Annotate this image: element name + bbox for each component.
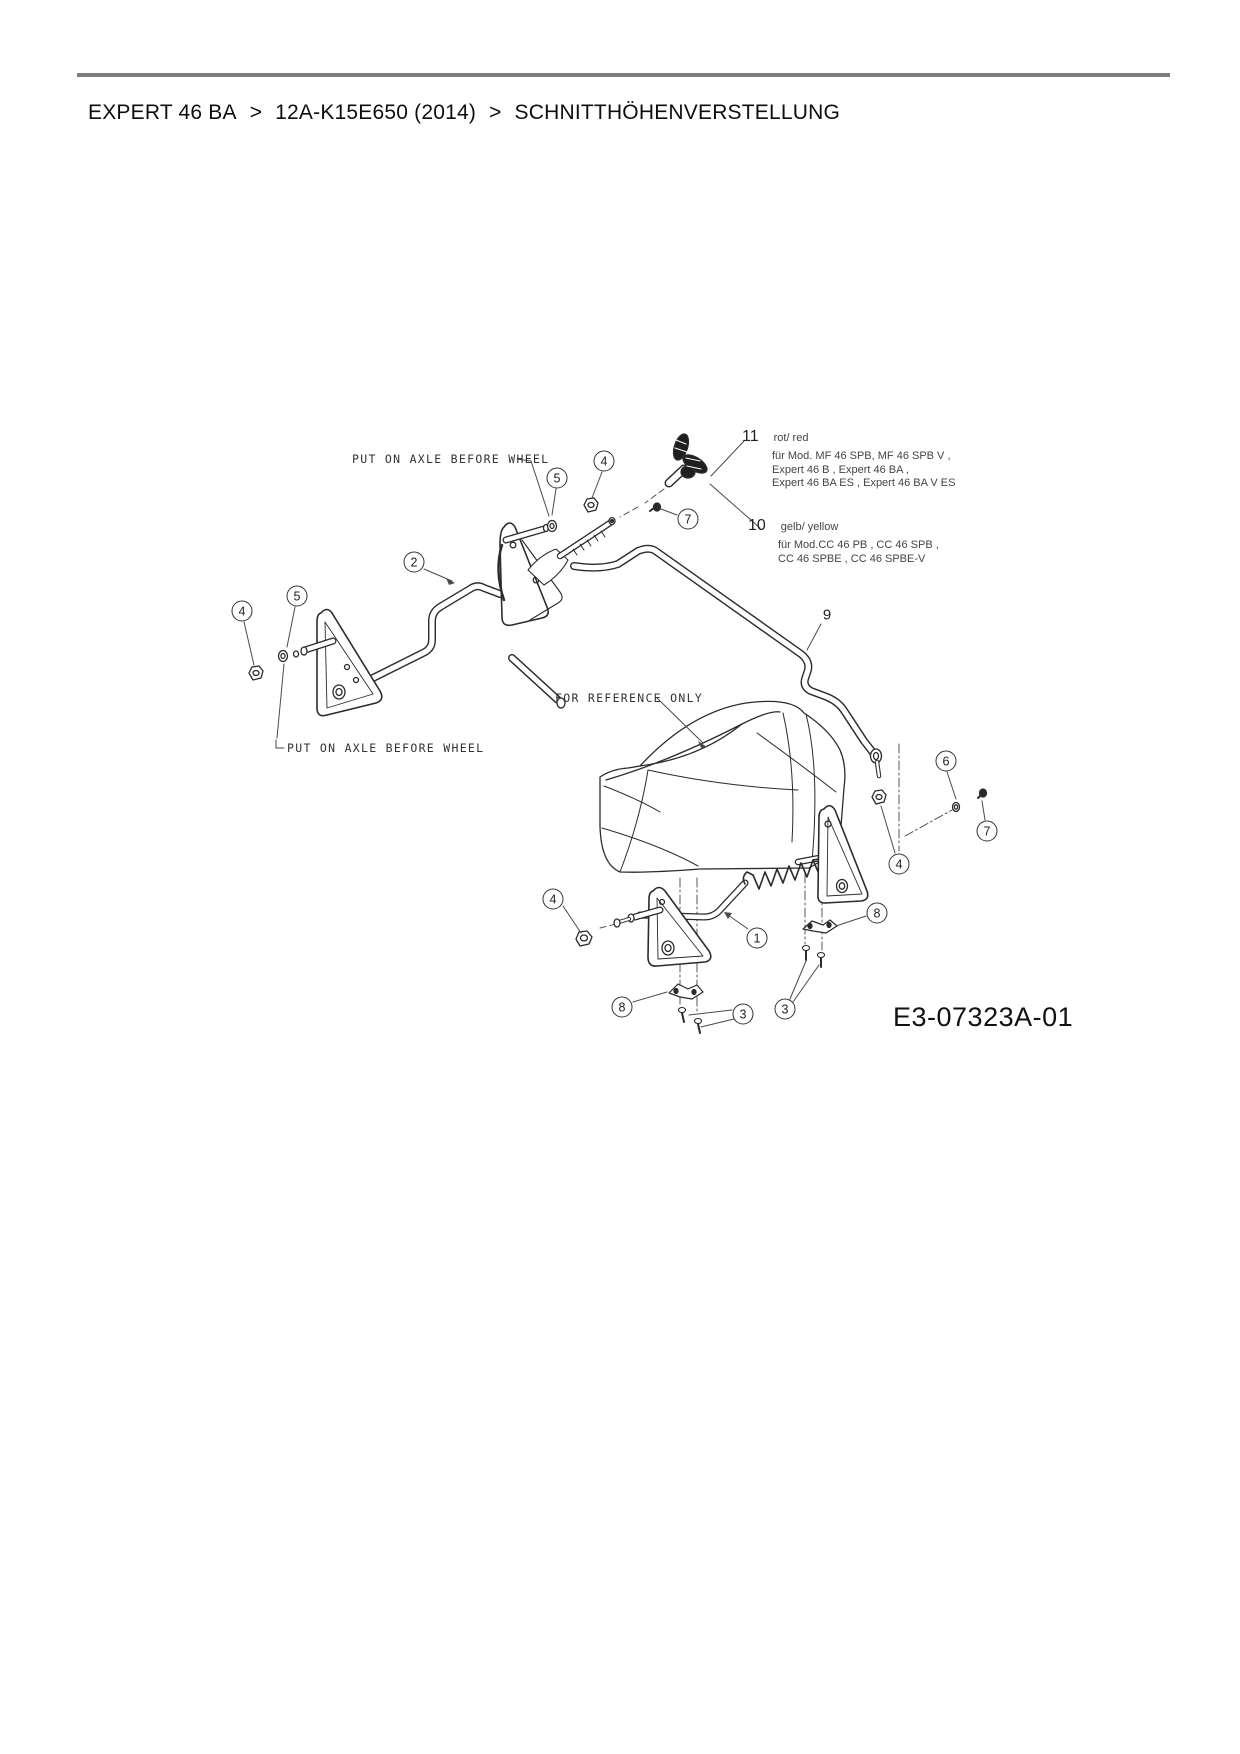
callout-7: 7: [977, 821, 998, 842]
callout-4: 4: [889, 854, 910, 875]
diagram-part-code: E3-07323A-01: [893, 1002, 1074, 1032]
clamp-8-right: [803, 920, 837, 933]
callout-2: 2: [404, 552, 425, 573]
callout-6: 6: [936, 751, 957, 772]
nut-4-right: [872, 790, 886, 804]
legend-color-label-red: rot/ red: [773, 432, 809, 444]
right-fasteners: [872, 789, 987, 812]
nut-4-center: [584, 498, 598, 512]
callout-3: 3: [775, 999, 796, 1020]
axle-note-bottom: PUT ON AXLE BEFORE WHEEL: [287, 741, 485, 755]
legend-item-11: [742, 429, 955, 491]
rod-end-fitting: [871, 749, 882, 776]
callout-8: 8: [867, 903, 888, 924]
callout-5: 5: [287, 586, 308, 607]
bolt-7-center: [654, 503, 661, 511]
adjuster-knob: [669, 432, 710, 483]
callout-4: 4: [232, 601, 253, 622]
breadcrumb-separator: >: [489, 101, 502, 124]
legend-color-label-yellow: gelb/ yellow: [780, 521, 839, 533]
callout-4: 4: [543, 889, 564, 910]
breadcrumb-item-model[interactable]: EXPERT 46 BA: [88, 101, 237, 124]
callout-9: 9: [822, 606, 832, 624]
legend-models-line: Expert 46 BA ES , Expert 46 BA V ES: [772, 477, 956, 489]
center-pivot-bracket: [498, 498, 660, 708]
washer-5-left: [279, 651, 288, 662]
callout-8: 8: [612, 997, 633, 1018]
washer-5-center: [548, 521, 557, 532]
reference-note: FOR REFERENCE ONLY: [555, 691, 704, 705]
legend-models-line: für Mod. MF 46 SPB, MF 46 SPB V ,: [772, 450, 951, 462]
legend-number-10: 10: [748, 517, 766, 534]
callout-1: 1: [747, 928, 768, 949]
washer-6: [953, 803, 960, 812]
breadcrumb-item-section: SCHNITTHÖHENVERSTELLUNG: [514, 101, 841, 124]
breadcrumb-separator: >: [249, 101, 263, 124]
legend-models-line: Expert 46 B , Expert 46 BA ,: [772, 463, 909, 476]
callout-3: 3: [733, 1004, 754, 1025]
deck-housing: [600, 701, 845, 872]
axle-note-top: PUT ON AXLE BEFORE WHEEL: [352, 452, 550, 466]
left-pivot-bracket: [249, 610, 382, 716]
breadcrumb-item-variant[interactable]: 12A-K15E650 (2014): [275, 101, 477, 124]
lower-right-bracket: [818, 806, 868, 903]
lower-left-bracket: [576, 888, 711, 967]
legend-item-10: [748, 518, 939, 566]
nut-4-left: [249, 666, 263, 680]
legend-models-line: CC 46 SPBE , CC 46 SPBE-V: [778, 552, 926, 565]
callout-7: 7: [678, 509, 699, 530]
callout-4: 4: [594, 451, 615, 472]
clamp-8-left: [669, 984, 703, 999]
nut-4-bottom: [576, 931, 592, 946]
legend-models-line: für Mod.CC 46 PB , CC 46 SPB ,: [778, 539, 939, 551]
legend-number-11: 11: [742, 428, 759, 445]
axle-rod-2: [371, 586, 500, 679]
callout-5: 5: [547, 468, 568, 489]
